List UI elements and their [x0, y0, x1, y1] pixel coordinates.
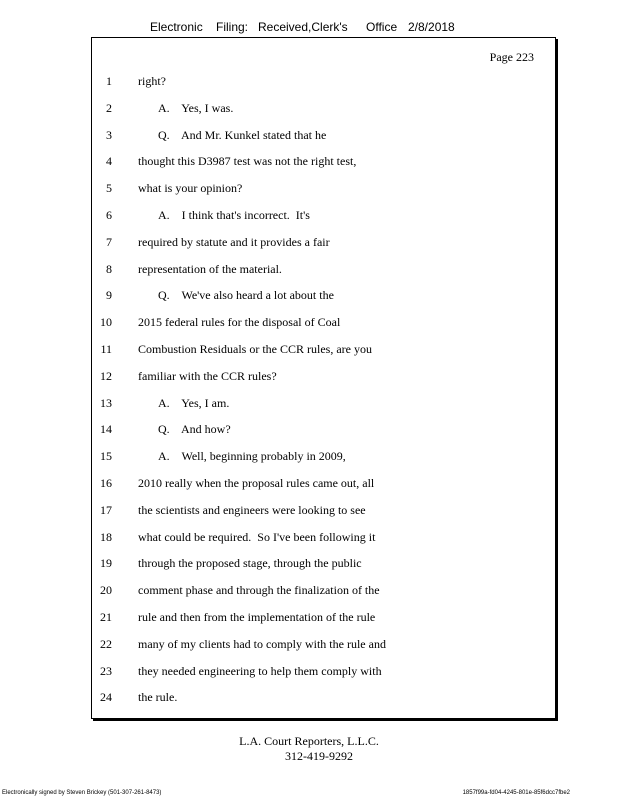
transcript-line: [0, 74, 618, 94]
line-number: 17: [100, 502, 112, 517]
transcript-line: [0, 315, 618, 335]
line-text: right?: [138, 74, 166, 88]
transcript-line: [0, 449, 618, 469]
line-text: A. Well, beginning probably in 2009,: [158, 449, 346, 464]
line-text: 2015 federal rules for the disposal of Coal: [138, 315, 341, 330]
line-number: 22: [100, 636, 112, 651]
line-number: 23: [100, 663, 112, 678]
transcript-line: [0, 476, 618, 496]
line-text: Q. And how?: [158, 422, 231, 437]
line-text: what is your opinion?: [138, 181, 243, 196]
transcript-line: [0, 556, 618, 576]
page-number: Page 223: [489, 50, 534, 64]
line-number: 20: [100, 583, 112, 598]
line-text: Q. And Mr. Kunkel stated that he: [158, 127, 327, 142]
line-text: rule and then from the implementation of the rule: [138, 610, 376, 624]
transcript-line: [0, 128, 618, 148]
line-text: required by statute and it provides a fair: [138, 234, 330, 249]
line-text: through the proposed stage, through the public: [138, 556, 362, 571]
transcript-line: [0, 369, 618, 389]
transcript-line: [0, 503, 618, 523]
line-number: 5: [106, 181, 112, 196]
transcript-line: [0, 530, 618, 550]
reporter-company: L.A. Court Reporters, L.L.C.: [239, 734, 379, 748]
line-text: the scientists and engineers were looking to see: [138, 502, 366, 517]
line-number: 1: [106, 74, 112, 88]
line-text: Combustion Residuals or the CCR rules, are you: [138, 342, 372, 356]
transcript-line: [0, 664, 618, 684]
line-number: 8: [106, 261, 112, 276]
line-text: A. Yes, I am.: [158, 395, 230, 410]
transcript-line: [0, 637, 618, 657]
line-text: the rule.: [138, 690, 178, 705]
transcript-line: [0, 262, 618, 282]
header-word-received: Received,Clerk's: [258, 20, 348, 34]
line-text: Q. We've also heard a lot about the: [158, 288, 334, 303]
transcript-line: [0, 235, 618, 255]
transcript-line: [0, 583, 618, 603]
line-number: 6: [106, 208, 112, 222]
line-number: 13: [100, 395, 112, 410]
line-number: 16: [100, 476, 112, 490]
line-number: 18: [100, 529, 112, 544]
transcript-line: [0, 154, 618, 174]
reporter-phone: 312-419-9292: [285, 749, 353, 763]
line-number: 4: [106, 154, 112, 169]
line-number: 14: [100, 422, 112, 437]
header-date: 2/8/2018: [408, 20, 455, 34]
line-text: what could be required. So I've been following it: [138, 529, 376, 544]
line-text: A. Yes, I was.: [158, 100, 234, 115]
line-text: A. I think that's incorrect. It's: [158, 208, 310, 222]
document-hash: 1857f99a-fd04-4245-801e-85f6dcc7fbe2: [462, 790, 570, 796]
line-text: thought this D3987 test was not the right test,: [138, 154, 357, 169]
transcript-line: [0, 396, 618, 416]
line-number: 21: [100, 610, 112, 624]
line-text: comment phase and through the finalization of the: [138, 583, 380, 598]
page-footer: [0, 734, 618, 764]
line-number: 24: [100, 690, 112, 705]
line-number: 15: [100, 449, 112, 464]
transcript-line: [0, 610, 618, 630]
line-text: they needed engineering to help them comply with: [138, 663, 382, 678]
transcript-line: [0, 101, 618, 121]
line-number: 9: [106, 288, 112, 303]
header-word-filing: Filing:: [216, 20, 249, 34]
header-word-electronic: Electronic: [150, 20, 203, 34]
transcript-line: [0, 181, 618, 201]
line-number: 7: [106, 234, 112, 249]
transcript-line: [0, 422, 618, 442]
signature-note: Electronically signed by Steven Brickey (501-307-261-8473): [2, 790, 162, 796]
transcript-line: [0, 288, 618, 308]
line-number: 11: [100, 342, 112, 356]
line-number: 10: [100, 315, 112, 330]
line-number: 2: [106, 100, 112, 115]
line-text: 2010 really when the proposal rules came out, all: [138, 476, 375, 490]
line-number: 19: [100, 556, 112, 571]
header-word-office: Office: [366, 20, 398, 34]
transcript-line: [0, 342, 618, 362]
line-number: 3: [106, 127, 112, 142]
line-text: many of my clients had to comply with the rule and: [138, 636, 386, 651]
line-text: familiar with the CCR rules?: [138, 368, 277, 383]
transcript-line: [0, 690, 618, 710]
line-number: 12: [100, 368, 112, 383]
transcript-line: [0, 208, 618, 228]
line-text: representation of the material.: [138, 261, 282, 276]
